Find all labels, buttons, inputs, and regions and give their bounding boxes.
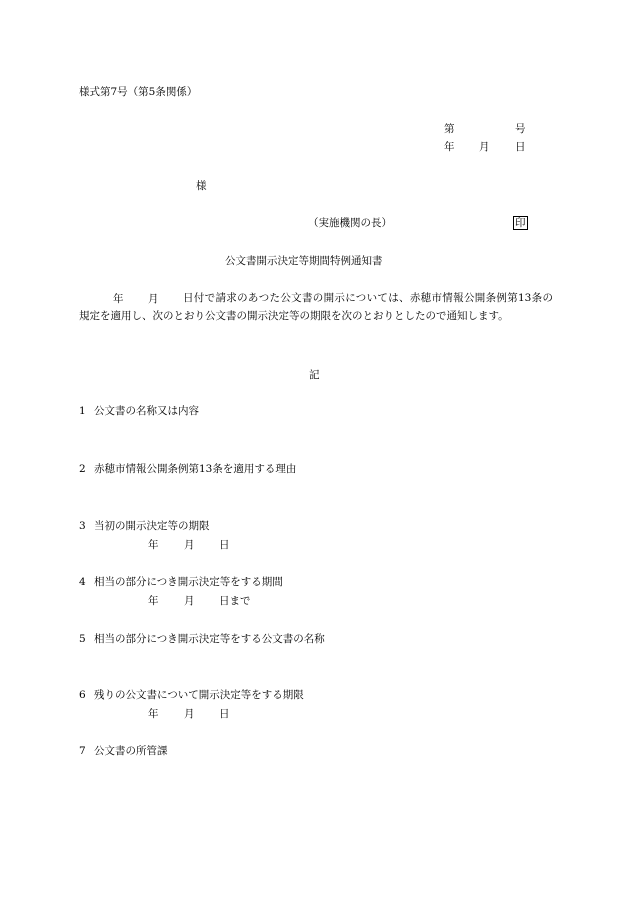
item-label: 公文書の名称又は内容 [94,405,199,417]
doc-date-year: 年 [444,141,455,153]
seal-mark: 印 [515,217,526,229]
doc-date-month: 月 [479,141,490,153]
intro-date-year: 年 [113,293,124,305]
addressee-suffix: 様 [196,180,207,192]
intro-paragraph: 日付で請求のあつた公文書の開示については、赤穂市情報公開条例第13条の規定を適用し、次のとおり公文書の開示決定等の期限を次のとおりとしたので通知します。 [79,292,553,322]
item-date-year: 年 [148,539,159,551]
item-label: 相当の部分につき開示決定等をする期間 [94,576,283,588]
item-number: 5 [79,633,86,645]
document-title: 公文書開示決定等期間特例通知書 [225,255,383,267]
item-date-day: 日 [219,539,230,551]
item-date-month: 月 [184,708,195,720]
sender-title: （実施機関の長） [308,217,392,229]
item-date-year: 年 [148,595,159,607]
item-number: 1 [79,405,86,417]
item-date-month: 月 [184,595,195,607]
doc-number-suffix: 号 [515,123,526,135]
item-number: 6 [79,689,86,701]
item-label: 赤穂市情報公開条例第13条を適用する理由 [94,463,297,475]
item-number: 3 [79,520,86,532]
item-label: 公文書の所管課 [94,745,168,757]
item-date-year: 年 [148,708,159,720]
doc-date-day: 日 [515,141,526,153]
item-label: 残りの公文書について開示決定等をする期限 [94,689,304,701]
item-label: 当初の開示決定等の期限 [94,520,210,532]
ki-heading: 記 [309,369,320,381]
item-date-day: 日 [219,708,230,720]
item-date-month: 月 [184,539,195,551]
item-label: 相当の部分につき開示決定等をする公文書の名称 [94,633,325,645]
item-number: 2 [79,463,86,475]
item-number: 4 [79,576,86,588]
form-label: 様式第7号（第5条関係） [79,86,198,98]
intro-date-month: 月 [148,293,159,305]
item-number: 7 [79,745,86,757]
item-date-day: 日まで [219,595,251,607]
doc-number-prefix: 第 [444,123,455,135]
